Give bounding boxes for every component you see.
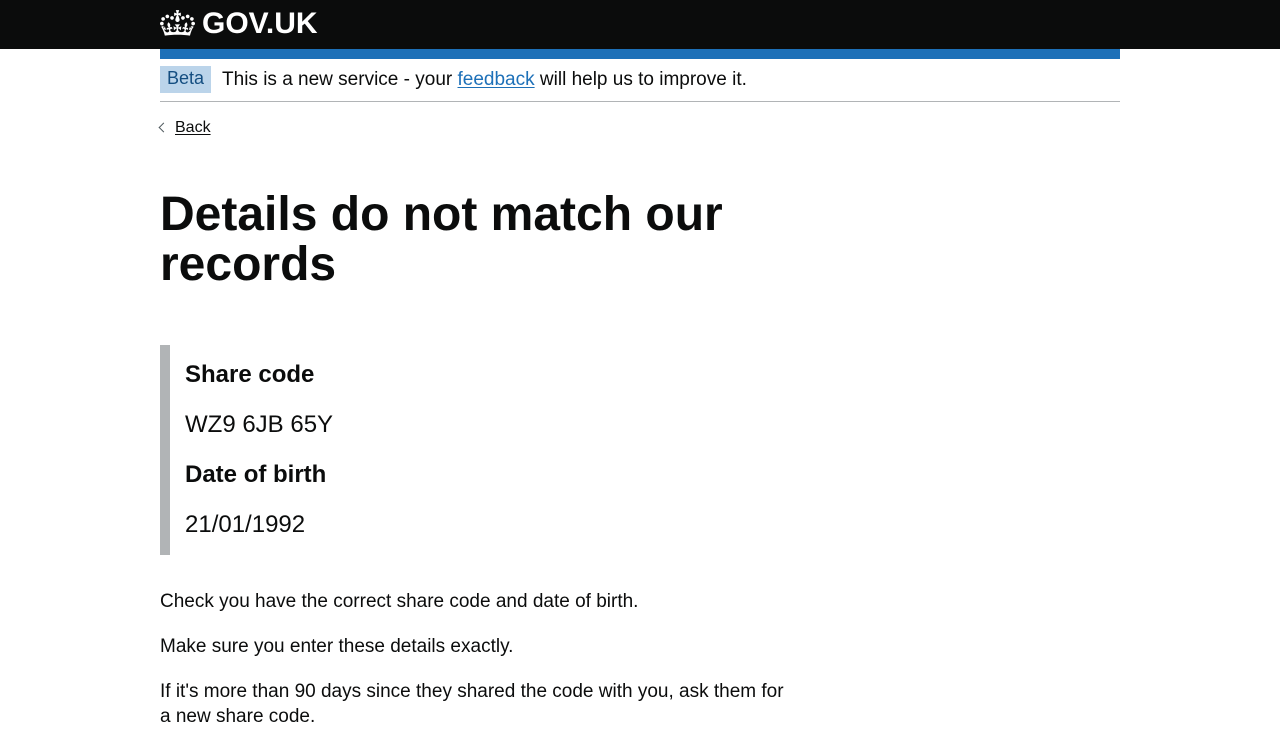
govuk-logo-text: GOV.UK bbox=[202, 7, 318, 40]
feedback-link[interactable]: feedback bbox=[457, 68, 535, 90]
phase-banner-text bbox=[222, 67, 747, 92]
back-link-label: Back bbox=[175, 118, 211, 136]
page-title: Details do not match our records bbox=[160, 187, 723, 291]
phase-banner-text-before: This is a new service - your bbox=[222, 68, 458, 90]
phase-banner bbox=[160, 59, 1120, 102]
paragraph-90-days: If it's more than 90 days since they shared the code with you, ask them for a new share code. bbox=[160, 680, 784, 727]
paragraph-check-details: Check you have the correct share code and date of birth. bbox=[160, 590, 639, 612]
main-content bbox=[160, 187, 1120, 729]
share-code-value: WZ9 6JB 65Y bbox=[185, 410, 334, 438]
phase-banner-tag: Beta bbox=[160, 66, 211, 93]
govuk-logo-link[interactable] bbox=[160, 8, 318, 38]
inset-text bbox=[160, 345, 795, 555]
back-link[interactable] bbox=[160, 118, 211, 138]
date-of-birth-value: 21/01/1992 bbox=[185, 510, 306, 538]
share-code-label: Share code bbox=[185, 360, 315, 388]
crown-icon bbox=[160, 10, 195, 36]
govuk-header bbox=[0, 0, 1280, 49]
date-of-birth-label: Date of birth bbox=[185, 460, 327, 488]
chevron-left-icon bbox=[159, 123, 169, 133]
header-bottom-border bbox=[160, 49, 1120, 59]
phase-banner-text-after: will help us to improve it. bbox=[534, 68, 747, 90]
paragraph-enter-exactly: Make sure you enter these details exactly. bbox=[160, 635, 514, 657]
